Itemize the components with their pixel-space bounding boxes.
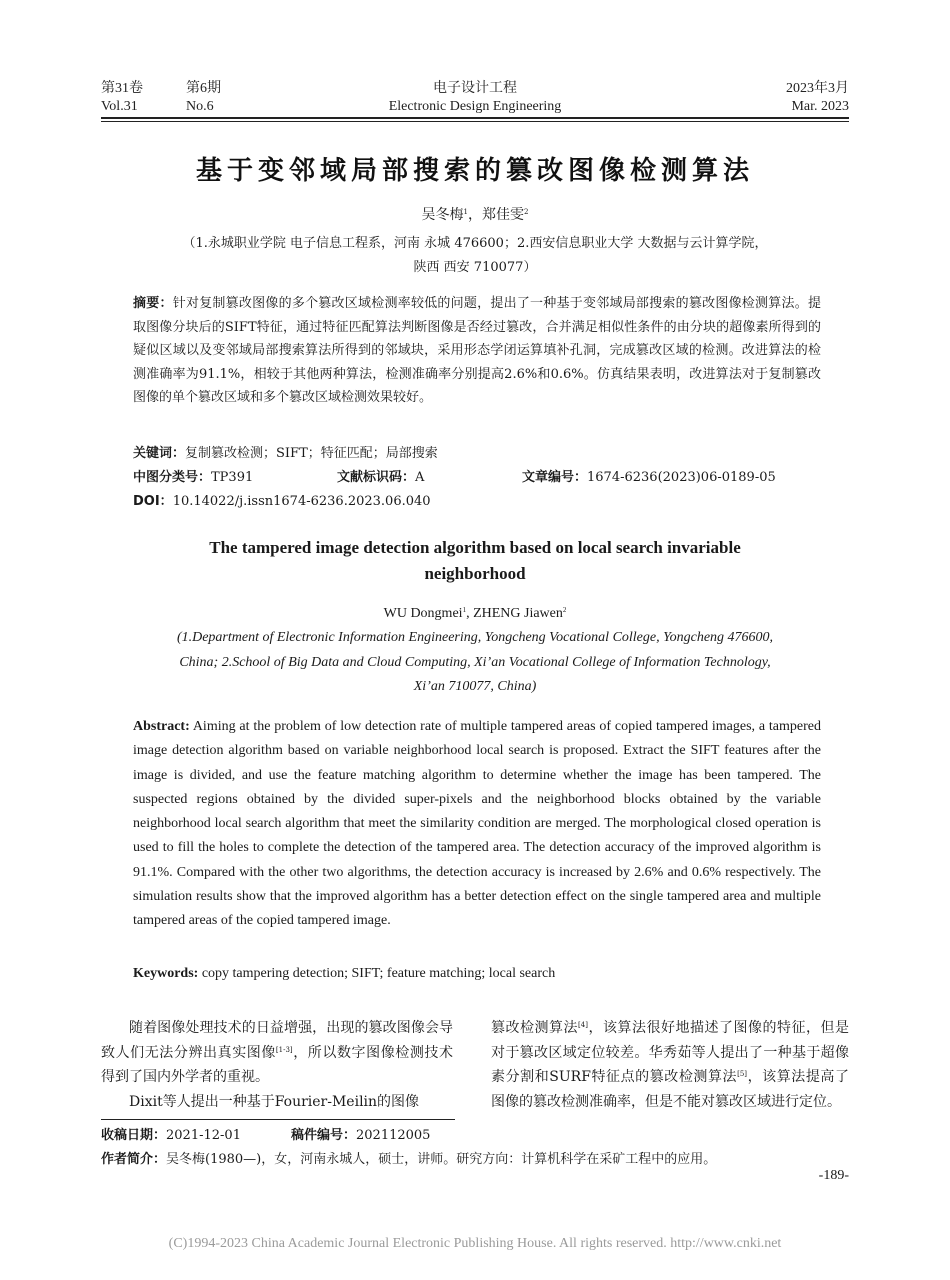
title-cn: 基于变邻域局部搜索的篡改图像检测算法 xyxy=(195,156,754,186)
keywords-cn xyxy=(133,442,438,461)
author-2-cn: 郑佳雯 xyxy=(482,207,524,223)
clc-label: 中图分类号： xyxy=(133,470,212,485)
abstract-en-label: Abstract: xyxy=(133,719,190,734)
body-paragraph-1 xyxy=(101,1016,453,1090)
bio-text: 吴冬梅(1980—)，女，河南永城人，硕士，讲师。研究方向：计算机科学在采矿工程中的应用。 xyxy=(166,1152,717,1167)
author-1-cn: 吴冬梅 xyxy=(421,207,464,223)
doc-code xyxy=(337,466,424,485)
volume-en: Vol.31 xyxy=(101,99,138,114)
abstract-cn-text: 针对复制篡改图像的多个篡改区域检测率较低的问题，提出了一种基于变邻域局部搜索的篡改图像检测算法。提取图像分块后的SIFT特征，通过特征匹配算法判断图像是否经过篡改，合并满足相似性条件的由分块的超像素所得到的疑似区域以及变邻域局部搜索算法所得到的邻域块，采用形态学闭运算填补孔洞，完成篡改区域的检测。改进算法的检测准确率为91.1%，相较于其他两种算法，检测准确率分别提高2.6%和0.6%。仿真结果表明，改进算法对于复制篡改图像的单个篡改区域和多个篡改区域检测效果较好。 xyxy=(133,296,821,406)
author-1-en-mark: 1 xyxy=(462,606,467,614)
keywords-en-text: copy tampering detection; SIFT; feature matching; local search xyxy=(201,966,556,981)
body-p3-c: ，该算法提高了图像的篡改检测准确率，但是不能对篡改区域进行定位。 xyxy=(491,1069,849,1110)
page-number: -189- xyxy=(818,1168,849,1183)
doi-value: 10.14022/j.issn1674-6236.2023.06.040 xyxy=(172,494,431,509)
header-rule-thin xyxy=(101,121,849,122)
manuscript-value: 202112005 xyxy=(356,1128,431,1143)
journal-en: Electronic Design Engineering xyxy=(388,99,562,114)
affiliation-cn-line2: 陕西 西安 710077） xyxy=(413,260,537,275)
doc-value: A xyxy=(415,470,425,485)
body-column-right xyxy=(491,1016,849,1114)
author-2-en-mark: 2 xyxy=(562,606,567,614)
abstract-cn xyxy=(133,292,821,410)
doi-label: DOI： xyxy=(133,494,173,509)
clc-value: TP391 xyxy=(211,470,254,485)
title-en-line1: The tampered image detection algorithm based on local search invariable xyxy=(209,538,741,557)
article-label: 文章编号： xyxy=(522,470,588,485)
body-p1-text: 随着图像处理技术的日益增强，出现的篡改图像会导致人们无法分辨出真实图像 xyxy=(101,1020,453,1061)
author-en-sep: , xyxy=(466,606,474,621)
issue-cn: 第6期 xyxy=(186,81,221,96)
title-en-line2: neighborhood xyxy=(424,564,526,583)
citation-1-3: [1-3] xyxy=(275,1045,293,1054)
journal-cn: 电子设计工程 xyxy=(433,80,517,96)
abstract-cn-label: 摘要： xyxy=(133,296,173,311)
copyright-notice: (C)1994-2023 China Academic Journal Electronic Publishing House. All rights reserved. http://www.cnki.net xyxy=(168,1236,782,1251)
authors-cn xyxy=(100,204,850,224)
article-value: 1674-6236(2023)06-0189-05 xyxy=(587,470,776,485)
author-1-en: WU Dongmei xyxy=(383,606,463,621)
title-en xyxy=(150,535,800,587)
received-date xyxy=(101,1124,241,1143)
authors-en xyxy=(100,606,850,622)
abstract-en xyxy=(133,715,821,934)
footnote-rule xyxy=(101,1119,455,1120)
affiliation-en-line2: China; 2.School of Big Data and Cloud Computing, Xi’an Vocational College of Information Technology, xyxy=(179,654,771,670)
abstract-en-text: Aiming at the problem of low detection rate of multiple tampered areas of copied tampered images, a tampered image detection algorithm based on variable neighborhood local search is proposed. Extract the SIFT features after the image is divided, and use the feature matching algorithm to determine whether the image has been tampered. The suspected regions obtained by the divided super-pixels and the neighborhood blocks obtained by the variable neighborhood local search algorithm that meet the similarity condition are merged. The morphological closed operation is used to fill the holes to complete the detection of the tampered area. The detection accuracy of the improved algorithm is 91.1%. Compared with the other two algorithms, the detection accuracy is increased by 2.6% and 0.6% respectively. The simulation results show that the improved algorithm has a better detection effect on the single tampered area and multiple tampered areas of the copied tampered image. xyxy=(133,719,821,929)
article-number xyxy=(522,466,776,485)
received-label: 收稿日期： xyxy=(101,1128,167,1143)
received-value: 2021-12-01 xyxy=(166,1128,241,1143)
header-rule-thick xyxy=(101,117,849,119)
keywords-cn-label: 关键词： xyxy=(133,446,186,461)
affiliation-cn xyxy=(100,232,850,280)
body-paragraph-2: Dixit等人提出一种基于Fourier-Meilin的图像 xyxy=(129,1093,420,1110)
manuscript-label: 稿件编号： xyxy=(291,1128,357,1143)
volume-cn: 第31卷 xyxy=(101,81,143,96)
keywords-en xyxy=(133,962,821,986)
bio-label: 作者简介： xyxy=(101,1152,167,1167)
affiliation-en-line1: (1.Department of Electronic Information Engineering, Yongcheng Vocational College, Yongcheng 476600, xyxy=(176,630,774,645)
affiliation-cn-line1: （1.永城职业学院 电子信息工程系，河南 永城 476600；2.西安信息职业大学 大数据与云计算学院， xyxy=(182,236,768,251)
author-sep: ， xyxy=(468,207,482,223)
issue-en: No.6 xyxy=(186,99,214,114)
citation-4: [4] xyxy=(578,1021,588,1029)
body-p1-end: ，所以数字图像检测技术得到了国内外学者的重视。 xyxy=(101,1044,454,1085)
keywords-cn-text: 复制篡改检测；SIFT；特征匹配；局部搜索 xyxy=(185,446,438,461)
manuscript-number xyxy=(291,1124,430,1143)
body-p3-a: 篡改检测算法 xyxy=(491,1020,579,1036)
clc-number xyxy=(133,466,253,485)
author-2-en: ZHENG Jiawen xyxy=(473,606,563,621)
date-en: Mar. 2023 xyxy=(791,99,849,114)
keywords-en-label: Keywords: xyxy=(133,966,199,981)
citation-5: [5] xyxy=(737,1070,748,1078)
author-bio xyxy=(101,1148,716,1167)
doc-label: 文献标识码： xyxy=(337,470,416,485)
affiliation-en-line3: Xi’an 710077, China) xyxy=(413,679,537,694)
date-cn: 2023年3月 xyxy=(786,81,849,96)
body-paragraph-3 xyxy=(491,1016,849,1114)
affiliation-en xyxy=(100,626,850,700)
body-column-left xyxy=(101,1016,453,1114)
body-p3-b: ，该算法很好地描述了图像的特征，但是对于篡改区域定位较差。华秀茹等人提出了一种基于超像素分割和SURF特征点的篡改检测算法 xyxy=(491,1020,850,1085)
author-1-mark: 1 xyxy=(463,208,468,216)
author-2-mark: 2 xyxy=(524,208,529,216)
doi xyxy=(133,490,431,509)
